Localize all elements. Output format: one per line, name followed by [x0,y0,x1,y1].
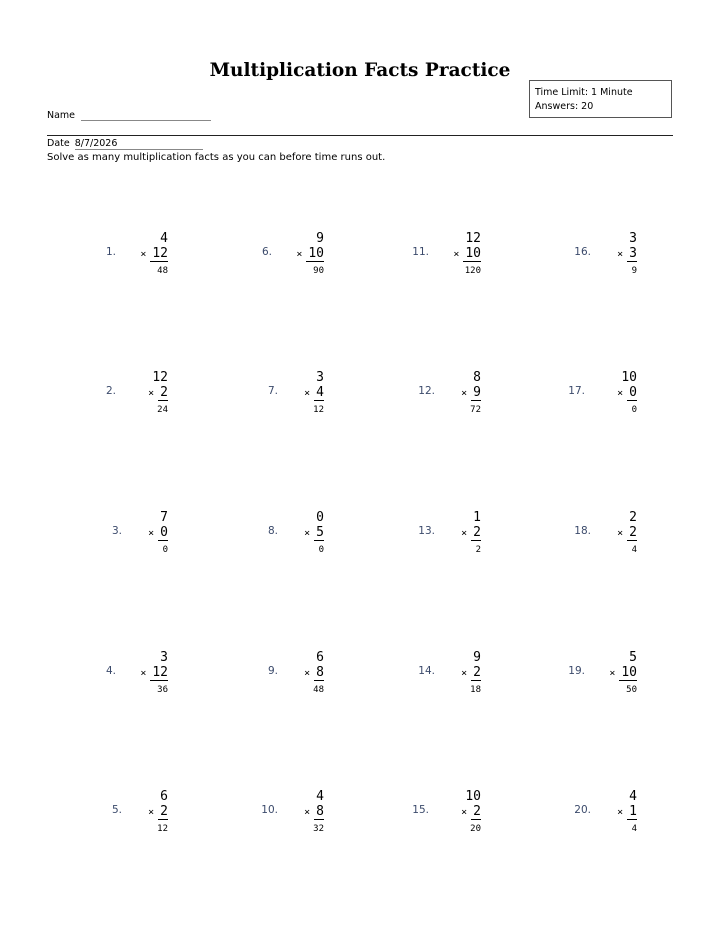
problem-number: 20. [574,804,591,816]
header-divider [47,135,673,136]
times-icon: × [148,388,155,399]
problem-number: 14. [418,665,435,677]
problem-number: 8. [267,525,278,537]
multiplier-row [296,246,324,262]
problem-item [547,231,637,281]
times-icon: × [304,388,311,399]
times-icon: × [140,668,147,679]
problem-item [234,510,324,560]
multiplier-row [148,804,168,820]
problem-item [234,231,324,281]
time-limit: Time Limit: 1 Minute [535,87,633,98]
multiplicand: 3 [160,650,168,665]
multiplier-row [461,385,481,401]
answer: 4 [631,824,637,834]
answer: 9 [631,266,637,276]
times-icon: × [304,668,311,679]
multiplicand: 7 [160,510,168,525]
multiplicand: 1 [473,510,481,525]
multiplicand: 6 [316,650,324,665]
answer: 50 [626,685,637,695]
multiplicand: 3 [316,370,324,385]
answer: 0 [162,545,168,555]
problem-number: 19. [568,665,585,677]
problem-item [234,650,324,700]
problem-item [547,650,637,700]
multiplier-row [617,525,637,541]
times-icon: × [453,249,460,260]
times-icon: × [617,388,624,399]
multiplier-row [304,665,324,681]
multiplicand: 2 [629,510,637,525]
multiplier: 12 [152,665,168,680]
problem-item [547,789,637,839]
multiplicand: 4 [629,789,637,804]
multiplier: 8 [316,804,324,819]
multiplier: 1 [629,804,637,819]
multiplier-row [461,804,481,820]
multiplicand: 12 [465,231,481,246]
problem-number: 12. [418,385,435,397]
problem-item [547,510,637,560]
multiplier: 9 [473,385,481,400]
problem-number: 3. [111,525,122,537]
answer: 90 [313,266,324,276]
answer: 2 [475,545,481,555]
answer: 48 [157,266,168,276]
answer: 20 [470,824,481,834]
multiplier: 2 [160,804,168,819]
times-icon: × [304,528,311,539]
page-title: Multiplication Facts Practice [209,60,511,81]
multiplier: 10 [621,665,637,680]
multiplicand: 4 [160,231,168,246]
problem-number: 16. [574,246,591,258]
date-row [47,138,203,150]
multiplier-row [148,385,168,401]
times-icon: × [461,528,468,539]
answer: 36 [157,685,168,695]
answer: 72 [470,405,481,415]
problem-item [78,789,168,839]
answer: 48 [313,685,324,695]
multiplier: 2 [473,665,481,680]
times-icon: × [461,388,468,399]
multiplier: 0 [160,525,168,540]
problem-item [391,370,481,420]
answer: 12 [157,824,168,834]
multiplicand: 3 [629,231,637,246]
problem-item [391,510,481,560]
answer: 0 [318,545,324,555]
problem-item [234,370,324,420]
times-icon: × [609,668,616,679]
multiplier-row [609,665,637,681]
multiplier-row [453,246,481,262]
problem-number: 9. [267,665,278,677]
times-icon: × [617,528,624,539]
problem-item [78,510,168,560]
multiplier-row [461,525,481,541]
multiplicand: 4 [316,789,324,804]
multiplicand: 6 [160,789,168,804]
problem-item [234,789,324,839]
multiplicand: 0 [316,510,324,525]
problem-number: 10. [261,804,278,816]
multiplicand: 9 [316,231,324,246]
multiplier: 3 [629,246,637,261]
multiplier: 4 [316,385,324,400]
multiplier-row [304,385,324,401]
multiplicand: 5 [629,650,637,665]
problem-number: 6. [261,246,272,258]
name-label: Name [47,110,76,121]
times-icon: × [461,668,468,679]
multiplier-row [617,246,637,262]
answer: 24 [157,405,168,415]
name-row [47,110,211,121]
problem-number: 11. [412,246,429,258]
multiplier-row [140,665,168,681]
problem-number: 18. [574,525,591,537]
multiplier: 2 [160,385,168,400]
problem-item [78,231,168,281]
multiplier: 2 [629,525,637,540]
problem-number: 13. [418,525,435,537]
times-icon: × [461,807,468,818]
multiplier-row [461,665,481,681]
problem-number: 2. [105,385,116,397]
multiplier: 2 [473,804,481,819]
times-icon: × [617,249,624,260]
answer: 4 [631,545,637,555]
multiplier: 2 [473,525,481,540]
multiplier-row [148,525,168,541]
times-icon: × [140,249,147,260]
multiplier-row [304,804,324,820]
answers-count: Answers: 20 [535,101,594,112]
answer: 120 [464,266,481,276]
multiplicand: 9 [473,650,481,665]
multiplicand: 10 [465,789,481,804]
problem-number: 1. [105,246,116,258]
multiplicand: 10 [621,370,637,385]
multiplier: 5 [316,525,324,540]
answer: 18 [470,685,481,695]
multiplier: 12 [152,246,168,261]
problem-number: 7. [267,385,278,397]
multiplier-row [617,804,637,820]
problem-item [391,231,481,281]
problem-item [391,789,481,839]
problem-number: 5. [111,804,122,816]
times-icon: × [148,807,155,818]
multiplicand: 12 [152,370,168,385]
multiplier-row [617,385,637,401]
problem-item [547,370,637,420]
answer: 32 [313,824,324,834]
info-box [529,80,672,118]
instructions: Solve as many multiplication facts as you can before time runs out. [47,152,386,163]
multiplier: 8 [316,665,324,680]
problem-item [391,650,481,700]
problem-item [78,650,168,700]
multiplier: 0 [629,385,637,400]
problem-item [78,370,168,420]
multiplier-row [304,525,324,541]
multiplier: 10 [308,246,324,261]
answer: 0 [631,405,637,415]
times-icon: × [304,807,311,818]
multiplicand: 8 [473,370,481,385]
multiplier-row [140,246,168,262]
multiplier: 10 [465,246,481,261]
problem-number: 15. [412,804,429,816]
name-field[interactable] [81,110,211,121]
times-icon: × [617,807,624,818]
problem-number: 4. [105,665,116,677]
date-label: Date [47,138,70,149]
times-icon: × [296,249,303,260]
problem-number: 17. [568,385,585,397]
times-icon: × [148,528,155,539]
answer: 12 [313,405,324,415]
date-field[interactable]: 8/7/2026 [75,138,203,150]
